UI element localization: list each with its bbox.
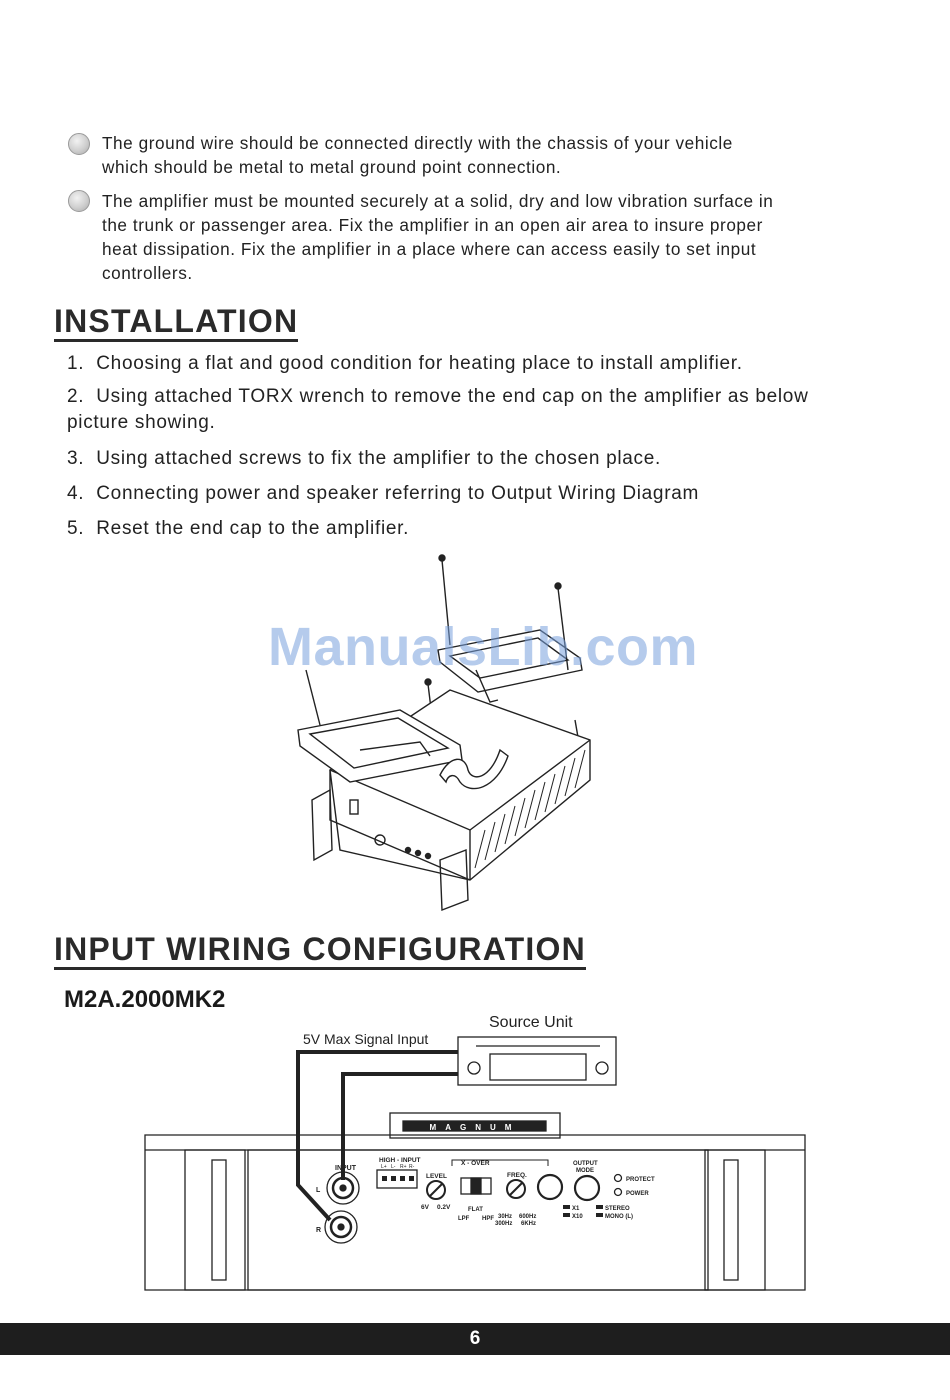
output-mode-knob	[575, 1176, 599, 1200]
brand-plate: MAGNUM	[429, 1123, 521, 1132]
rca-jack-left	[327, 1172, 359, 1204]
protect-label: PROTECT	[626, 1177, 655, 1183]
source-unit-label: Source Unit	[489, 1014, 573, 1031]
step-number: 3.	[67, 448, 85, 469]
flat-label: FLAT	[468, 1207, 483, 1213]
left-label: L	[316, 1187, 321, 1194]
signal-label: 5V Max Signal Input	[303, 1031, 429, 1047]
mono-label: MONO (L)	[605, 1214, 633, 1220]
note-line: The ground wire should be connected directly with the chassis of your vehicle	[102, 133, 733, 153]
freq-label: FREQ.	[507, 1172, 527, 1179]
step-text: Using attached TORX wrench to remove the end cap on the amplifier as below	[96, 386, 809, 407]
power-label: POWER	[626, 1191, 649, 1197]
input-wiring-heading: INPUT WIRING CONFIGURATION	[54, 932, 586, 970]
amplifier-installation-illustration	[290, 550, 620, 920]
output-mode-label-1: OUTPUT	[573, 1161, 598, 1167]
freq-range-knob	[538, 1175, 562, 1199]
x10-label: X10	[572, 1214, 583, 1220]
step-number: 2.	[67, 386, 85, 407]
right-label: R	[316, 1227, 322, 1234]
step-number: 4.	[67, 483, 85, 504]
note-line: which should be metal to metal ground point connection.	[102, 157, 562, 177]
watermark: ManualsLib.com	[268, 617, 699, 677]
note-mounting	[102, 189, 872, 285]
install-step	[67, 481, 897, 507]
model-name: M2A.2000MK2	[64, 986, 226, 1013]
install-step	[67, 516, 897, 542]
terminal-label: R-	[409, 1164, 415, 1170]
freq-knob	[507, 1180, 525, 1198]
installation-heading: INSTALLATION	[54, 304, 298, 342]
terminal-label: L+	[381, 1164, 387, 1170]
rca-jack-right	[325, 1211, 357, 1243]
bullet-icon	[68, 190, 90, 212]
input-label: INPUT	[335, 1165, 356, 1172]
protect-led-icon	[615, 1175, 622, 1182]
note-line: The amplifier must be mounted securely at a solid, dry and low vibration surface in	[102, 191, 774, 211]
xover-switch	[461, 1178, 491, 1194]
step-number: 5.	[67, 518, 85, 539]
input-wiring-diagram	[0, 1005, 950, 1305]
install-step	[67, 351, 897, 377]
freq-6khz-label: 6KHz	[521, 1221, 537, 1227]
high-input-label: HIGH - INPUT	[379, 1157, 421, 1164]
level-max-label: 0.2V	[437, 1204, 451, 1211]
install-step	[67, 446, 897, 472]
level-knob	[427, 1181, 445, 1199]
step-number: 1.	[67, 353, 85, 374]
level-label: LEVEL	[426, 1173, 447, 1180]
high-input-terminal	[377, 1164, 417, 1188]
step-text: Reset the end cap to the amplifier.	[96, 518, 410, 539]
step-text: Choosing a flat and good condition for heating place to install amplifier.	[96, 353, 743, 374]
note-line: heat dissipation. Fix the amplifier in a place where can access easily to set input	[102, 239, 757, 259]
note-ground-wire	[102, 131, 872, 179]
lpf-label: LPF	[458, 1216, 470, 1222]
xover-label: X - OVER	[461, 1160, 490, 1167]
step-text: Using attached screws to fix the amplifier to the chosen place.	[96, 448, 662, 469]
rca-cables	[298, 1052, 458, 1220]
amplifier-outline	[145, 1113, 805, 1290]
install-step	[67, 384, 897, 436]
hpf-label: HPF	[482, 1216, 494, 1222]
note-line: controllers.	[102, 263, 193, 283]
terminal-label: L-	[391, 1164, 396, 1170]
bullet-icon	[68, 133, 90, 155]
freq-30hz-label: 30Hz	[498, 1214, 513, 1220]
step-text-continued: picture showing.	[67, 412, 216, 433]
power-led-icon	[615, 1189, 622, 1196]
freq-300hz-label: 300Hz	[495, 1221, 513, 1227]
output-mode-label-2: MODE	[576, 1168, 594, 1174]
stereo-label: STEREO	[605, 1206, 630, 1212]
step-text: Connecting power and speaker referring to Output Wiring Diagram	[96, 483, 700, 504]
freq-600hz-label: 600Hz	[519, 1214, 537, 1220]
x1-label: X1	[572, 1206, 580, 1212]
page-number: 6	[469, 1328, 481, 1349]
note-line: the trunk or passenger area. Fix the amplifier in an open air area to insure proper	[102, 215, 763, 235]
level-min-label: 6V	[421, 1204, 429, 1211]
terminal-label: R+	[400, 1164, 407, 1170]
source-unit	[458, 1037, 616, 1085]
